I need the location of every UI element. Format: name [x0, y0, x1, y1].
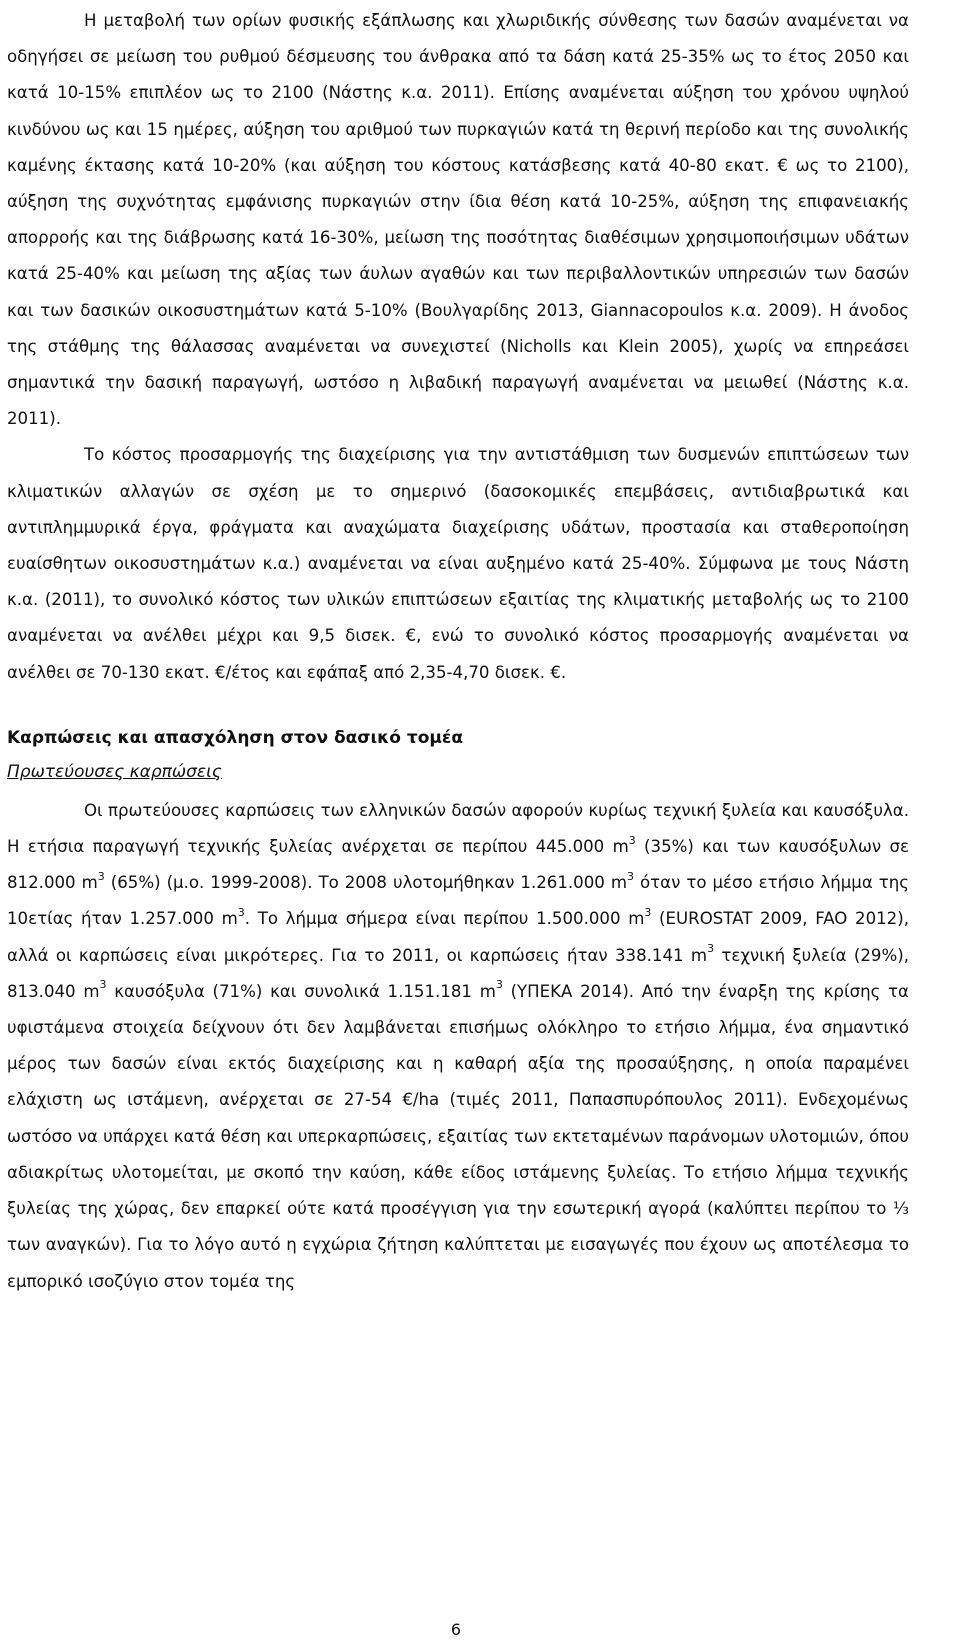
text-run: όταν το μέσο ετήσιο λήμμα της 10ετίας ήταν 1.257.000 m	[7, 873, 910, 929]
paragraph-adaptation-cost	[7, 437, 909, 690]
text-run: (65%) (μ.ο. 1999-2008). Το 2008 υλοτομήθηκαν 1.261.000 m	[104, 873, 628, 893]
superscript: 3	[97, 869, 105, 883]
text-run: (ΥΠΕΚΑ 2014). Από την έναρξη της κρίσης τα υφιστάμενα στοιχεία δείχνουν ότι δεν λαμβάνεται επισήμως ολόκληρο το ετήσιο λήμμα, ένα σημαντικό μέρος των δασών είναι εκτός διαχείρισης και η καθαρή αξία της προσαύξησης, η οποία παραμένει ελάχιστη ως ιστάμενη, ανέρχεται σε 27-54 €/ha (τιμές 2011, Παπασπυρόπουλος 2011). Ενδεχομένως ωστόσο να υπάρχει κατά θέση και υπερκαρπώσεις, εξαιτίας των εκτεταμένων παράνομων υλοτομιών, όπου αδιακρίτως υλοτομείται, με σκοπό την καύση, κάθε είδος ιστάμενης ξυλείας. Το ετήσιο λήμμα τεχνικής ξυλείας της χώρας, δεν επαρκεί ούτε κατά προσέγγιση για την εσωτερική αγορά (καλύπτει περίπου το ⅓ των αναγκών). Για το λόγο αυτό η εγχώρια ζήτηση καλύπτεται με εισαγωγές που έχουν ως αποτέλεσμα το εμπορικό ισοζύγιο στον τομέα της	[7, 981, 909, 1291]
text-run: . Το λήμμα σήμερα είναι περίπου 1.500.000 m	[244, 909, 645, 929]
paragraph-primary-yields	[7, 793, 909, 1300]
superscript: 3	[495, 978, 503, 992]
body-text	[7, 0, 909, 1300]
superscript: 3	[707, 942, 715, 956]
section-heading: Καρπώσεις και απασχόληση στον δασικό τομέα	[7, 727, 464, 748]
text-run: καυσόξυλα (71%) και συνολικά 1.151.181 m	[106, 981, 496, 1001]
paragraph-climate-impacts	[7, 0, 909, 437]
text-run: τεχνική ξυλεία (29%), 813.040 m	[7, 945, 909, 1001]
subsection-heading: Πρωτεύουσες καρπώσεις	[7, 761, 222, 782]
superscript: 3	[99, 978, 107, 992]
superscript: 3	[644, 905, 652, 919]
superscript: 3	[627, 869, 635, 883]
paragraph-text: Το κόστος προσαρμογής της διαχείρισης για την αντιστάθμιση των δυσμενών επιπτώσεων των κλιματικών αλλαγών σε σχέση με το σημερινό (δασοκομικές επεμβάσεις, αντιδιαβρωτικά και αντιπλημμυρικά έργα, φράγματα και αναχώματα διαχείρισης υδάτων, προστασία και σταθεροποίηση ευαίσθητων οικοσυστημάτων κ.α.) αναμένεται να είναι αυξημένο κατά 25-40%. Σύμφωνα με τους Νάστη κ.α. (2011), το συνολικό κόστος των υλικών επιπτώσεων εξαιτίας της κλιματικής μεταβολής ως το 2100 αναμένεται να ανέλθει μέχρι και 9,5 δισεκ. €, ενώ το συνολικό κόστος προσαρμογής αναμένεται να ανέλθει σε 70-130 εκατ. €/έτος και εφάπαξ από 2,35-4,70 δισεκ. €.	[7, 445, 909, 682]
superscript: 3	[628, 833, 636, 847]
text-run: (EUROSTAT 2009, FAO 2012), αλλά οι καρπώσεις είναι μικρότερες. Για το 2011, οι καρπώσεις ήταν 338.141 m	[7, 909, 909, 965]
page-number: 6	[450, 1620, 462, 1639]
superscript: 3	[237, 905, 245, 919]
text-run: (35%) και των καυσόξυλων σε 812.000 m	[7, 837, 909, 893]
paragraph-text: Η μεταβολή των ορίων φυσικής εξάπλωσης και χλωριδικής σύνθεσης των δασών αναμένεται να οδηγήσει σε μείωση του ρυθμού δέσμευσης του άνθρακα από τα δάση κατά 25-35% ως το έτος 2050 και κατά 10-15% επιπλέον ως το 2100 (Νάστης κ.α. 2011). Επίσης αναμένεται αύξηση του χρόνου υψηλού κινδύνου ως και 15 ημέρες, αύξηση του αριθμού των πυρκαγιών κατά τη θερινή περίοδο και της συνολικής καμένης έκτασης κατά 10-20% (και αύξηση του κόστους κατάσβεσης κατά 40-80 εκατ. € ως το 2100), αύξηση της συχνότητας εμφάνισης πυρκαγιών στην ίδια θέση κατά 10-25%, αύξηση της επιφανειακής απορροής και της διάβρωσης κατά 16-30%, μείωση της ποσότητας διαθέσιμων χρησιμοποιήσιμων υδάτων κατά 25-40% και μείωση της αξίας των άυλων αγαθών και των περιβαλλοντικών υπηρεσιών των δασών και των δασικών οικοσυστημάτων κατά 5-10% (Βουλγαρίδης 2013, Giannacopoulos κ.α. 2009). Η άνοδος της στάθμης της θάλασσας αναμένεται να συνεχιστεί (Nicholls και Klein 2005), χωρίς να επηρεάσει σημαντικά την δασική παραγωγή, ωστόσο η λιβαδική παραγωγή αναμένεται να μειωθεί (Νάστης κ.α. 2011).	[7, 11, 909, 429]
text-run: Οι πρωτεύουσες καρπώσεις των ελληνικών δασών αφορούν κυρίως τεχνική ξυλεία και καυσόξυλα. Η ετήσια παραγωγή τεχνικής ξυλείας ανέρχεται σε περίπου 445.000 m	[7, 800, 909, 857]
